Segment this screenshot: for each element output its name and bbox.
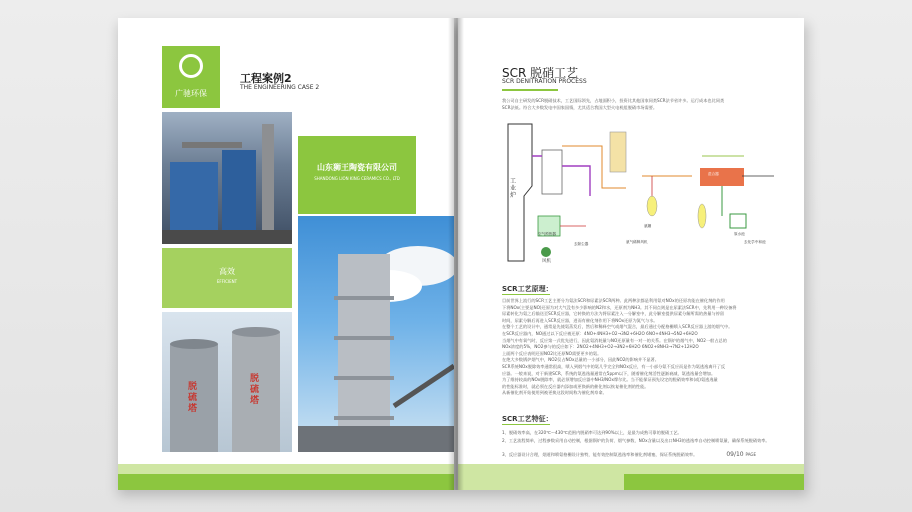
page-number — [726, 451, 756, 458]
towers-illustration — [162, 312, 292, 452]
right-footer-accent — [624, 474, 804, 490]
page-number-value: 09/10 — [726, 451, 744, 458]
case-title: 工程案例2 — [240, 72, 292, 85]
case-subtitle: THE ENGINEERING CASE 2 — [240, 84, 320, 91]
logo-icon — [179, 54, 203, 78]
company-name: 山东狮王陶瓷有限公司 — [317, 163, 397, 172]
label-to-dust: 去除尘器 — [574, 242, 589, 246]
logo-text: 广驰环保 — [175, 89, 207, 98]
efficient-tile — [162, 248, 292, 308]
left-footer-accent — [118, 474, 454, 490]
feature-item: 1、脱硝效率高，在320℃～430℃范围内脱硝率可达到90%以上，是最为成熟可靠的脱硝工艺。 — [502, 430, 682, 435]
label-mixer: 混合器 — [708, 172, 719, 176]
tower-label-1: 脱硫塔 — [188, 382, 198, 414]
photo-desulfurization-towers — [162, 312, 292, 452]
label-to-wash: 去化学中和池 — [744, 240, 766, 244]
feature-item: 3、反应器设计合理，烟道和喷氨格栅设计独特，能有效控制氨逃逸率和催化剂堵塞，保证系统脱硝效率。 — [502, 452, 698, 457]
intro-paragraph: 我公司自主研发的SCR脱硝技术，工艺国际领先，占地面积小，投资比其他国家同类SCR法节省许多。运行成本也比同类 SCR法低。符合大多数发电中国家国情，尤其适合我国大型火电机组脱硝市场需要。 — [502, 98, 725, 110]
tower-illustration — [298, 216, 454, 452]
principle-text: 目前世界上流行的SCR工艺主要分为氨法SCR和尿素法SCR两种。此两种法都是利用氨对NOx的还原功能在催化剂的作用 下将NOx(主要是NO)还原为对大气没有多少影响的N2和水，还原剂为NH3。其不同点则是在尿素法SCR中，先利用一种设备将 尿素转化为氨之后输送至SCR反应器，它转换的方法为将尿素注入一分解室中，此分解室提供尿素分解所需的热量与停留 时间，尿素分解后再进入SCR反应器，进而有催化剂作用下将NOx还原为氮气与水。 在整个工艺的设计中，通常是先使氨蒸发后，然后和稀释空气或烟气混合，最后通过分配格栅喷入SCR反应器上游的烟气中。 在SCR反应器内，NO通过以下反应被还原：4NO+4NH3+O2→3N2+6H2O 6NO+4NH3→5N2+6H2O 当烟气中有氧气时，反应第一式优先进行，因此氨消耗量与NO还原量有一对一的关系。在锅炉的烟气中，NO2一般占总的 NOx浓度的5%，NO2参与的反应如下：2NO2+4NH3+O2→3N2+6H2O 6NO2+8NH3→7N2+12H2O 上面两个反应表明还原NO2比还原NO需要更多的氨。 在绝大多数锅炉烟气中，NO2仅占NOx总量的一小部分，因此NO2的影响并不显著。 SCR系统NOx脱除效率通常很高，喷入到烟气中的氨几乎完全和NOx反应，有一小部分氨不反应而是作为氨逃逸离开了反 应器。一般来说，对于新建SCR，系统的氨逃逸量通常在5ppm以下，随着催化剂活性逐渐衰减，氨逃逸量会增加。 为了维持较高的NOx脱除率，就必须增加反应器中NH3/NOx摩尔比。当不能保证预先设定的脱硝效率和(或)氨逃逸量 的性能标准时，就必须在反应器内添加或更换新的催化剂以恢复催化剂的性能。 从新催化剂开始使用到被更换这段时间称为催化剂寿命。 — [502, 298, 737, 396]
scr-subtitle: SCR DENITRATION PROCESS — [502, 78, 587, 85]
company-logo — [162, 46, 220, 108]
photo-facility — [162, 112, 292, 244]
left-footer-band — [118, 464, 454, 490]
company-name-en: SHANDONG LION KING CERAMICS CO., LTD — [314, 176, 400, 181]
label-water: 原水池 — [734, 232, 745, 236]
label-ammonia-fan: 氨气稀释风机 — [626, 240, 648, 244]
efficient-label: 高效 — [219, 267, 235, 276]
label-furnace: 工业炉 — [510, 178, 517, 199]
company-tile — [298, 136, 416, 214]
features-heading: SCR工艺特征： — [502, 415, 553, 423]
label-preheater: 空气预热器 — [538, 232, 556, 236]
feature-item: 2、工艺流程简单，过程参数采用自动控制，根据锅炉的负荷、烟气参数、NOx含量以及出口NH3的逃逸率自动控制喷氨量，确保系统脱硝效率。 — [502, 438, 770, 443]
scr-title: SCR 脱硝工艺 — [502, 66, 579, 80]
label-ammonia-tank: 氨罐 — [644, 224, 652, 228]
principle-heading: SCR工艺原理： — [502, 285, 553, 293]
book-spine — [448, 18, 464, 490]
facility-illustration — [162, 112, 292, 244]
efficient-label-en: EFFICIENT — [216, 279, 238, 284]
tower-label-2: 脱硫塔 — [250, 374, 260, 406]
label-fan: 风机 — [542, 259, 551, 264]
principle-heading-line — [502, 294, 550, 295]
title-underline — [502, 89, 558, 91]
right-footer-band — [458, 464, 804, 490]
photo-tower — [298, 216, 454, 452]
left-page — [118, 18, 454, 490]
right-page — [458, 18, 804, 490]
features-heading-line — [502, 424, 550, 425]
page-label: PAGE — [745, 452, 756, 457]
